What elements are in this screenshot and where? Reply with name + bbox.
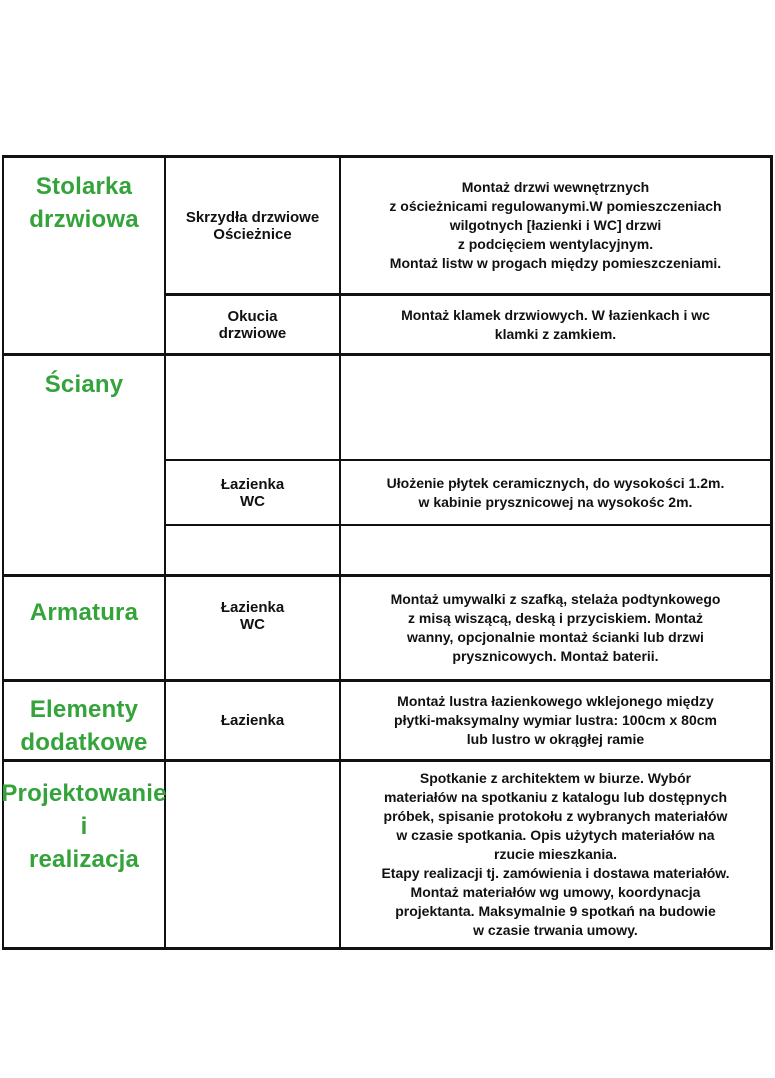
subcategory-lazienka-lustro: Łazienka xyxy=(220,712,285,729)
table-border-bottom xyxy=(2,947,773,950)
description-armatura: Montaż umywalki z szafką, stelaża podtynkowego z misą wiszącą, deską i przyciskiem. Montaż wanny, opcjonalnie montaż ścianki lub drzwi prysznicowych. Montaż baterii. xyxy=(390,591,721,664)
description-plytki-ceramiczne: Ułożenie płytek ceramicznych, do wysokości 1.2m. w kabinie prysznicowej na wysokośc 2m. xyxy=(386,474,725,510)
subcategory-empty-2 xyxy=(166,526,339,574)
description-empty-2 xyxy=(341,526,770,574)
category-armatura: Armatura xyxy=(29,598,139,626)
category-sciany: Ściany xyxy=(44,370,124,398)
description-lustro: Montaż lustra łazienkowego wklejonego między płytki-maksymalny wymiar lustra: 100cm x 80cm lub lustro w okrągłej ramie xyxy=(394,693,717,747)
category-projektowanie-i-realizacja: Projektowanie i realizacja xyxy=(1,779,167,873)
category-stolarka-drzwiowa: Stolarka drzwiowa xyxy=(29,173,139,233)
subcategory-okucia-drzwiowe: Okucia drzwiowe xyxy=(218,307,287,342)
description-klamki: Montaż klamek drzwiowych. W łazienkach i wc klamki z zamkiem. xyxy=(401,306,710,342)
category-elementy-dodatkowe: Elementy dodatkowe xyxy=(20,696,148,756)
table-border-right xyxy=(770,155,773,950)
subcategory-empty-3 xyxy=(166,762,339,947)
subcategory-skrzydla-drzwiowe: Skrzydła drzwiowe Ościeżnice xyxy=(185,208,320,243)
description-projektowanie: Spotkanie z architektem w biurze. Wybór materiałów na spotkaniu z katalogu lub dostępnych próbek, spisanie protokołu z wybranych materiałów w czasie spotkania. Opis użytych materiałów na rzucie mieszkania. Etapy realizacji tj. zamówienia i dostawa materiałów. Montaż materiałów wg umowy, koordynacja projektanta. Maksymalnie 9 spotkań na budowie w czasie trwania umowy. xyxy=(381,770,730,938)
description-drzwi-wewnetrzne: Montaż drzwi wewnętrznych z ościeżnicami regulowanymi.W pomieszczeniach wilgotnych [łazienki i WC] drzwi z podcięciem wentylacyjnym. Montaż listw w progach między pomieszczeniami. xyxy=(389,179,722,271)
description-empty-1 xyxy=(341,356,770,459)
subcategory-empty-1 xyxy=(166,356,339,459)
subcategory-lazienka-wc-armatura: Łazienka WC xyxy=(220,599,285,633)
subcategory-lazienka-wc-plytki: Łazienka WC xyxy=(220,475,285,510)
